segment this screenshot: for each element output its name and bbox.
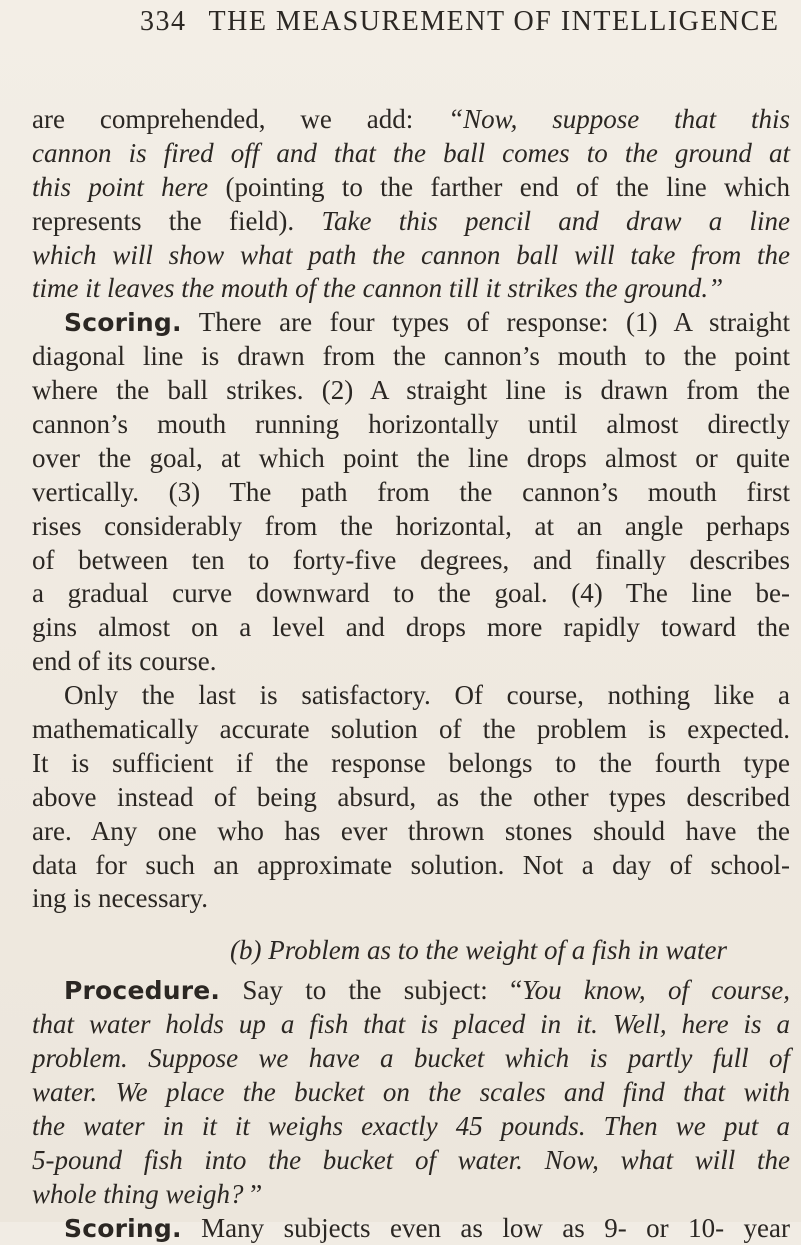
text-line: are comprehended, we add: “Now, suppose that this bbox=[32, 103, 790, 137]
text-line: gins almost on a level and drops more rapidly toward the bbox=[32, 611, 790, 645]
text-line: time it leaves the mouth of the cannon till it strikes the ground.” bbox=[32, 272, 790, 306]
text-line: over the goal, at which point the line drops almost or quite bbox=[32, 442, 790, 476]
text-line: end of its course. bbox=[32, 645, 790, 679]
scoring-heading: Scoring. bbox=[64, 308, 182, 337]
text-line: the water in it it weighs exactly 45 pounds. Then we put a bbox=[32, 1110, 790, 1144]
text-line: are. Any one who has ever thrown stones should have the bbox=[32, 815, 790, 849]
page-header bbox=[140, 6, 800, 46]
procedure-heading: Procedure. bbox=[64, 976, 220, 1005]
text-line: cannon is fired off and that the ball comes to the ground at bbox=[32, 137, 790, 171]
text-line: above instead of being absurd, as the other types described bbox=[32, 781, 790, 815]
text-line: 5-pound fish into the bucket of water. Now, what will the bbox=[32, 1144, 790, 1178]
text-line: vertically. (3) The path from the cannon’s mouth first bbox=[32, 476, 790, 510]
text-line: It is sufficient if the response belongs to the fourth type bbox=[32, 747, 790, 781]
text-line: ing is necessary. bbox=[32, 882, 790, 916]
page-body bbox=[32, 103, 790, 1245]
text-line: data for such an approximate solution. Not a day of school- bbox=[32, 849, 790, 883]
text-line: a gradual curve downward to the goal. (4) The line be- bbox=[32, 577, 790, 611]
text-line: mathematically accurate solution of the problem is expected. bbox=[32, 713, 790, 747]
text-line: represents the field). Take this pencil and draw a line bbox=[32, 205, 790, 239]
text-line: whole thing weigh? ” bbox=[32, 1178, 790, 1212]
text-line: which will show what path the cannon ball will take from the bbox=[32, 239, 790, 273]
text-line: where the ball strikes. (2) A straight line is drawn from the bbox=[32, 374, 790, 408]
text-line: rises considerably from the horizontal, at an angle perhaps bbox=[32, 510, 790, 544]
text-line: of between ten to forty-five degrees, and finally describes bbox=[32, 544, 790, 578]
text-line: water. We place the bucket on the scales and find that with bbox=[32, 1076, 790, 1110]
section-subheading: (b) Problem as to the weight of a fish in water bbox=[32, 934, 790, 968]
text-line: this point here (pointing to the farther end of the line which bbox=[32, 171, 790, 205]
text-line: cannon’s mouth running horizontally until almost directly bbox=[32, 408, 790, 442]
text-line: that water holds up a fish that is placed in it. Well, here is a bbox=[32, 1008, 790, 1042]
text-line: problem. Suppose we have a bucket which is partly full of bbox=[32, 1042, 790, 1076]
scoring-heading: Scoring. bbox=[64, 1214, 182, 1243]
page-number: 334 bbox=[140, 6, 187, 38]
text-line: Scoring. Many subjects even as low as 9- or 10- year bbox=[32, 1212, 790, 1245]
text-line: Only the last is satisfactory. Of course, nothing like a bbox=[32, 679, 790, 713]
text-line: diagonal line is drawn from the cannon’s mouth to the point bbox=[32, 340, 790, 374]
text-line: Procedure. Say to the subject: “You know, of course, bbox=[32, 974, 790, 1008]
running-title: THE MEASUREMENT OF INTELLIGENCE bbox=[209, 6, 780, 37]
text-line: Scoring. There are four types of response: (1) A straight bbox=[32, 306, 790, 340]
